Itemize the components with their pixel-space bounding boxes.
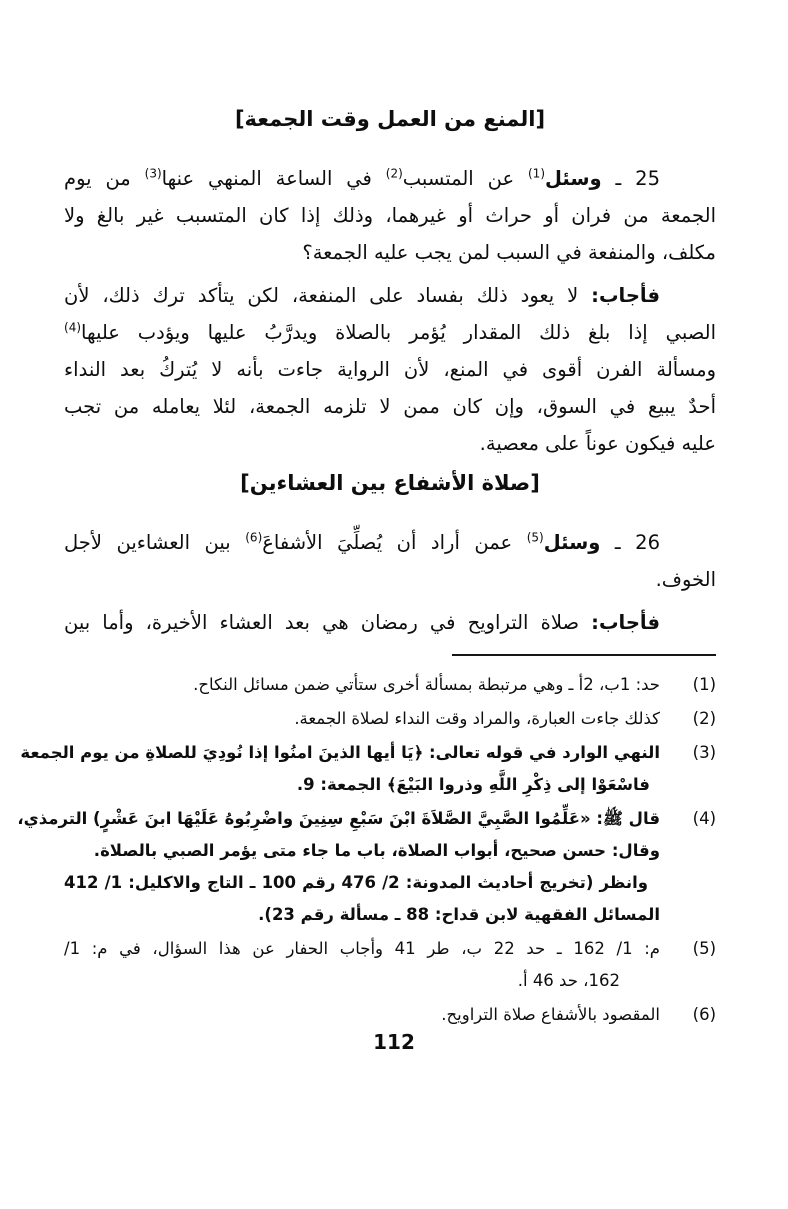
footnote-ref: (3) <box>144 166 162 181</box>
footnote-line: المقصود بالأشفاع صلاة التراويح. <box>441 1005 660 1024</box>
paragraph <box>64 277 716 462</box>
footnote-text <box>17 803 660 931</box>
footnote-text <box>64 669 660 701</box>
footnote <box>17 803 716 931</box>
text-line <box>64 160 716 197</box>
text-run: عمن أراد أن يُصلِّيَ الأشفاعَ <box>262 531 527 554</box>
text-line <box>64 561 716 598</box>
paragraph <box>64 604 716 641</box>
page-number: 112 <box>373 1030 415 1054</box>
text-run: بين العشاءين لأجل <box>64 531 246 554</box>
footnote-line: حد: 1ب، 2أ ـ وهي مرتبطة بمسألة أخرى ستأتي ضمن مسائل النكاح. <box>193 675 660 694</box>
footnote <box>64 703 716 735</box>
text-run: من يوم <box>64 167 145 190</box>
text-line <box>64 197 716 234</box>
text-line <box>64 524 716 561</box>
text-run: ومسألة الفرن أقوى في المنع، لأن الرواية جاءت بأنه لا يُتركُ بعد النداء <box>64 358 716 381</box>
bold-text: فأجاب: <box>591 284 660 307</box>
text-run: الجمعة من فران أو حراث أو غيرهما، وذلك إذا كان المتسبب غير بالغ ولا <box>64 204 716 227</box>
footnote-line: قال ﷺ: «عَلِّمُوا الصَّبِيَّ الصَّلاَةَ ابْنَ سَبْعِ سِنِينَ واضْرِبُوهُ عَلَيْهَا ابنَ عَشْرٍ) الترمذي، <box>17 809 660 828</box>
footnote-ref: (2) <box>385 166 403 181</box>
footnote-ref: (5) <box>526 530 544 545</box>
footnote-line: النهي الوارد في قوله تعالى: ﴿يَا أيها الذينَ امنُوا إذا نُودِيَ للصلاةِ من يوم الجمعة <box>20 743 660 762</box>
footnote-marker: (5) <box>692 939 716 958</box>
section-heading: [صلاة الأشفاع بين العشاءين] <box>240 471 540 495</box>
footnote-marker: (6) <box>692 1005 716 1024</box>
section-1 <box>64 104 716 462</box>
footnote-line: المسائل الفقهية لابن قداح: 88 ـ مسألة رقم 23). <box>258 905 660 924</box>
footnote <box>20 737 716 801</box>
text-run: صلاة التراويح في رمضان هي بعد العشاء الأخيرة، وأما بين <box>64 611 592 634</box>
text-run: عن المتسبب <box>402 167 528 190</box>
footnote-line: فاسْعَوْا إلى ذِكْرِ اللَّهِ وذروا البَيْعَ﴾ الجمعة: 9. <box>296 775 650 794</box>
text-line <box>64 351 716 388</box>
page-content <box>17 0 716 1033</box>
text-run: 25 ـ <box>601 167 660 190</box>
footnotes-separator <box>452 654 716 656</box>
footnote-paragraph <box>64 703 660 735</box>
paragraph <box>64 524 716 598</box>
footnote-line: كذلك جاءت العبارة، والمراد وقت النداء لصلاة الجمعة. <box>294 709 660 728</box>
bold-text: وسئل <box>543 531 601 554</box>
footnote-text <box>64 933 660 997</box>
footnote <box>64 999 716 1031</box>
text-line <box>64 234 716 271</box>
text-run: عليه فيكون عوناً على معصية. <box>479 432 716 455</box>
footnote-paragraph <box>64 867 660 931</box>
text-run: الخوف. <box>655 568 716 591</box>
footnote-paragraph <box>20 737 660 801</box>
text-line <box>64 604 716 641</box>
footnote-line: وانظر (تخريج أحاديث المدونة: 2/ 476 رقم 100 ـ التاج والاكليل: 1/ 412 <box>64 873 648 892</box>
footnote-text <box>64 703 660 735</box>
footnote-text <box>20 737 660 801</box>
text-run: في الساعة المنهي عنها <box>161 167 386 190</box>
text-line <box>64 425 716 462</box>
text-run: أحدٌ يبيع في السوق، وإن كان ممن لا تلزمه الجمعة، لئلا يعامله من تجب <box>64 395 716 418</box>
text-line <box>64 277 716 314</box>
footnote-paragraph <box>64 933 660 997</box>
footnote-ref: (1) <box>527 166 545 181</box>
document-body <box>64 104 716 641</box>
footnote-paragraph <box>64 669 660 701</box>
section-heading: [المنع من العمل وقت الجمعة] <box>234 107 546 131</box>
footnote-line: م: 1/ 162 ـ حد 22 ب، طر 41 وأجاب الحفار عن هذا السؤال، في م: 1/ <box>64 939 660 958</box>
paragraph <box>64 160 716 271</box>
text-line <box>64 314 716 351</box>
text-run: مكلف، والمنفعة في السبب لمن يجب عليه الجمعة؟ <box>302 241 716 264</box>
footnotes <box>17 669 716 1031</box>
footnote-marker: (4) <box>692 809 716 828</box>
text-run: لا يعود ذلك بفساد على المنفعة، لكن يتأكد ترك ذلك، لأن <box>64 284 592 307</box>
text-run: 26 ـ <box>600 531 660 554</box>
bold-text: فأجاب: <box>591 611 660 634</box>
footnote-paragraph <box>17 803 660 867</box>
footnote-line: 162، حد 46 أ. <box>517 971 620 990</box>
bold-text: وسئل <box>545 167 602 190</box>
section-2 <box>64 468 716 641</box>
text-run: الصبي إذا بلغ ذلك المقدار يُؤمر بالصلاة ويدرَّبُ عليها ويؤدب عليها <box>81 321 716 344</box>
footnote <box>64 669 716 701</box>
footnote <box>64 933 716 997</box>
footnote-paragraph <box>64 999 660 1031</box>
footnote-marker: (3) <box>692 743 716 762</box>
footnote-text <box>64 999 660 1031</box>
footnote-ref: (4) <box>64 320 82 335</box>
footnote-marker: (1) <box>692 675 716 694</box>
footnote-line: وقال: حسن صحيح، أبواب الصلاة، باب ما جاء متى يؤمر الصبي بالصلاة. <box>93 841 660 860</box>
text-line <box>64 388 716 425</box>
footnote-marker: (2) <box>692 709 716 728</box>
footnote-ref: (6) <box>245 530 263 545</box>
